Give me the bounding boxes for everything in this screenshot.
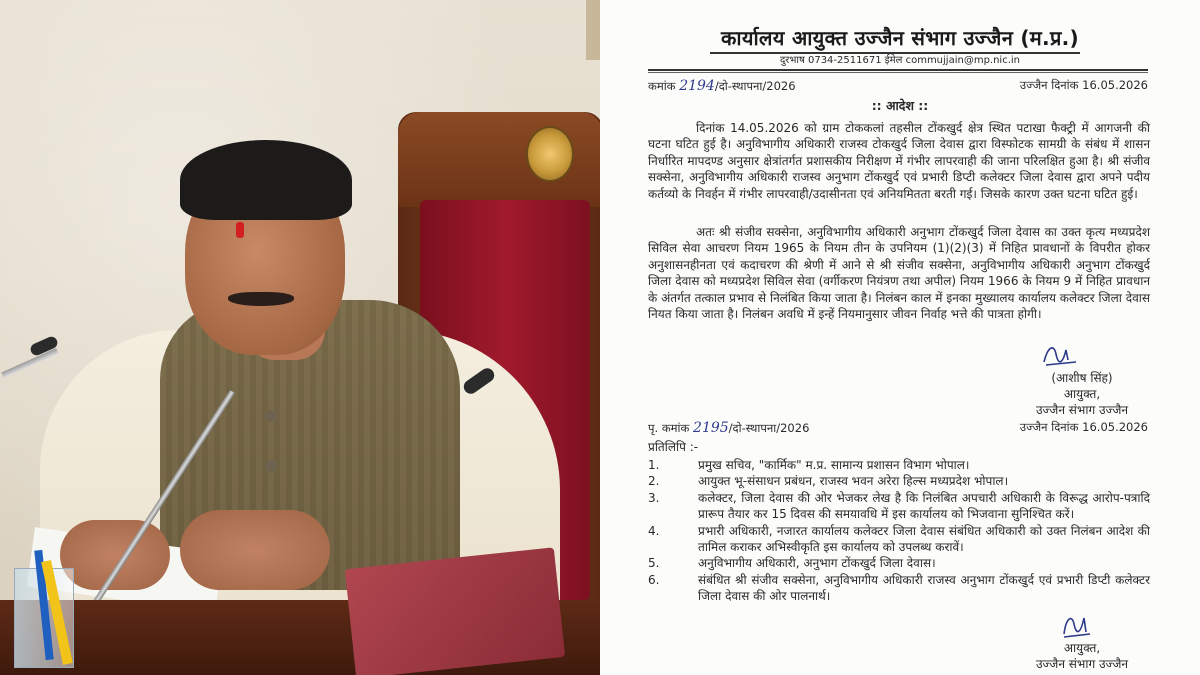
order-paragraph-1: दिनांक 14.05.2026 को ग्राम टोककलां तहसील टोंकखुर्द क्षेत्र स्थित पटाखा फैक्ट्री में आगजनी की घटना घटित हुई है। अनुविभागीय अधिकारी राजस्व टोकखुर्द जिला देवास द्वारा विस्फोटक सामग्री के संबंध में शासन निर्धारित मापदण्ड अनुसार क्षेत्रांतर्गत प्रशासकीय निरीक्षण में गंभीर लापरवाही की जाना परिलक्षित हुआ है। श्री संजीव सक्सेना, अनुविभागीय अधिकारी राजस्व अनुभाग टोंकखुर्द एवं प्रभारी डिप्टी कलेक्टर जिला देवास द्वारा अपने पदीय कर्तव्यो के निवर्हन में गंभीर लापरवाही/उदासीनता एवं अनियमितता बरती गई। जिसके कारण उक्त घटना घटित हुई। [648,121,1150,201]
copy-item: 1. प्रमुख सचिव, "कार्मिक" म.प्र. सामान्य प्रशासन विभाग भोपाल। [648,458,970,472]
order-reference-row [648,78,1148,94]
hair [180,140,352,220]
order-number-handwritten: 2194 [679,78,715,94]
signature-2-icon [1060,610,1094,640]
copy-to-label: प्रतिलिपि :- [648,440,699,454]
copy-item: 3. कलेक्टर, जिला देवास की ओर भेजकर लेख है कि निलंबित अपचारी अधिकारी के विरूद्ध आरोप-पत्रादि प्रारूप तैयार कर 15 दिवस की समयावधि में इस कार्यालय को भिजवाना सुनिश्चित करें। [648,490,1150,522]
signatory-2-designation: आयुक्त, [1063,641,1101,655]
red-folder [345,547,565,675]
copy-to-list [648,457,1150,605]
mustache [228,292,294,306]
right-hand [180,510,330,590]
header-rule [648,69,1148,71]
copy-item: 2. आयुक्त भू-संसाधन प्रबंधन, राजस्व भवन अरेरा हिल्स मध्यप्रदेश भोपाल। [648,474,1009,489]
endorsement-reference-row [648,420,1148,436]
left-hand [60,520,170,590]
office-contact: दुरभाष 0734-2511671 ईमेल commujjain@mp.nic.in [779,55,1020,66]
endorsement-date: उज्जैन दिनांक 16.05.2026 [1019,420,1148,434]
signatory-block-1 [982,370,1182,418]
header-rule-thin [648,72,1148,73]
copy-item: 6. संबंधित श्री संजीव सक्सेना, अनुविभागीय अधिकारी राजस्व अनुभाग टोंकखुर्द एवं प्रभारी डिप्टी कलेक्टर जिला देवास की ओर पालनार्थ। [648,572,1150,604]
order-heading: :: आदेश :: [871,98,929,113]
endorsement-number-handwritten: 2195 [693,420,729,436]
signatory-name: (आशीष सिंह) [1051,371,1113,385]
order-date: उज्जैन दिनांक 16.05.2026 [1019,78,1148,92]
signatory-2-office: उज्जैन संभाग उज्जैन [1035,657,1129,671]
tilak-mark [236,222,244,238]
signature-1-icon [1040,340,1080,370]
wall-frame-edge [586,0,600,60]
state-emblem-icon [526,126,574,182]
copy-item: 5. अनुविभागीय अधिकारी, अनुभाग टोंकखुर्द जिला देवास। [648,556,936,571]
order-reference: कमांक 2194/दो-स्थापना/2026 [648,78,796,94]
office-title: कार्यालय आयुक्त उज्जैन संभाग उज्जैन (म.प्र.) [721,26,1079,50]
signatory-designation: आयुक्त, [1063,387,1101,401]
order-document [600,0,1200,675]
copy-item: 4. प्रभारी अधिकारी, नजारत कार्यालय कलेक्टर जिला देवास संबंधित अधिकारी को उक्त निलंबन आदेश की तामिल कराकर अभिस्वीकृति इस कार्यालय को उपलब्ध करावें। [648,523,1150,555]
order-paragraph-2: अतः श्री संजीव सक्सेना, अनुविभागीय अधिकारी अनुभाग टोंकखुर्द जिला देवास का उक्त कृत्य मध्यप्रदेश सिविल सेवा आचरण नियम 1965 के नियम तीन के उपनियम (1)(2)(3) में निहित प्रावधानों के विपरीत होकर अनुशासनहीनता एवं कदाचरण की श्रेणी में आने से श्री संजीव सक्सेना, अनुविभागीय अधिकारी अनुभाग टोंकखुर्द जिला देवास को मध्यप्रदेश सिविल सेवा (वर्गीकरण नियंत्रण तथा अपील) नियम 1966 के नियम 9 में निहित प्रावधान के अंतर्गत तत्काल प्रभाव से निलंबित किया जाता है। निलंबन काल में इनका मुख्यालय कार्यालय कलेक्टर जिला देवास नियत किया जाता है। निलंबन अवधि में इन्हें नियमानुसार जीवन निर्वाह भत्ते की पात्रता होगी। [648,225,1150,322]
endorsement-reference: पृ. कमांक 2195/दो-स्थापना/2026 [648,420,810,436]
signatory-office: उज्जैन संभाग उज्जैन [1035,403,1129,417]
signatory-block-2 [982,640,1182,672]
